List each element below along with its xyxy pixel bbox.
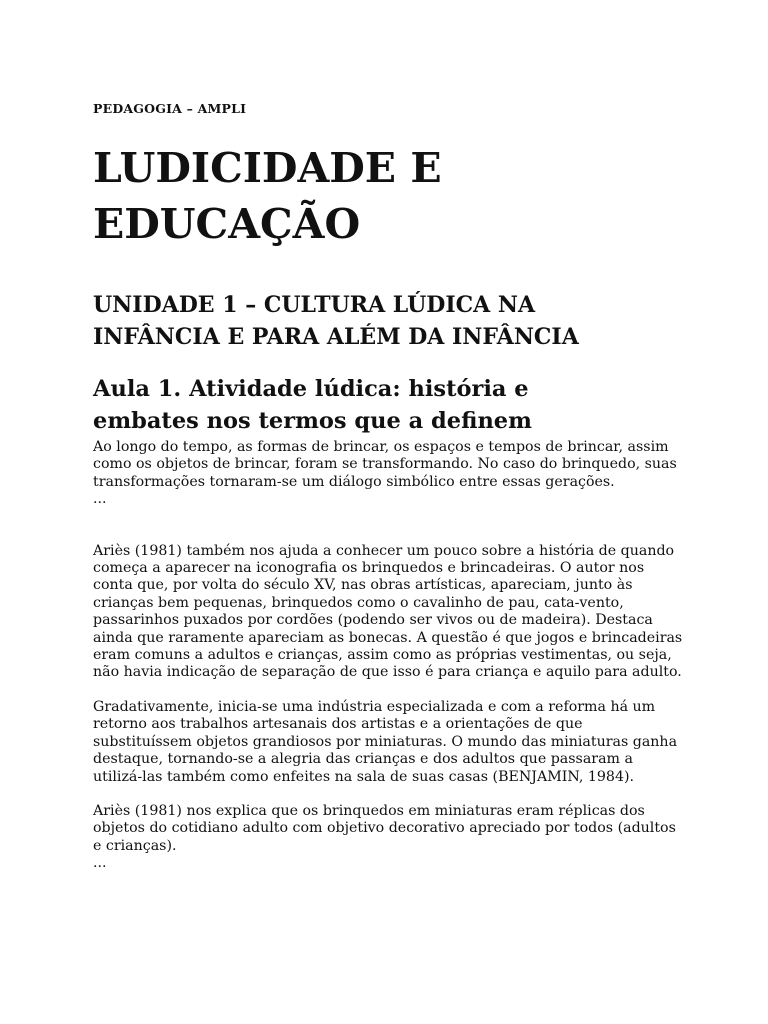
paragraph-aries-miniatures: Ariès (1981) nos explica que os brinquedos em miniaturas eram réplicas dos objetos do cotidiano adulto com objetivo decorativo apreciado por todos (adultos e crianças). — [93, 802, 676, 854]
paragraph-intro: Ao longo do tempo, as formas de brincar, os espaços e tempos de brincar, assim como os objetos de brincar, foram se transformando. No caso do brinquedo, suas transformações tornaram-se um diálogo simbólico entre essas gerações. — [93, 439, 677, 490]
document-page — [93, 100, 683, 873]
ellipsis: ... — [93, 491, 107, 508]
lesson-heading: Aula 1. Atividade lúdica: história e embates nos termos que a definem — [93, 376, 532, 434]
paragraph-miniatures-industry: Gradativamente, inicia-se uma indústria especializada e com a reforma há um retorno aos trabalhos artesanais dos artistas e a orientações de que substituíssem objetos grandiosos por miniaturas. O mundo das miniaturas ganha destaque, tornando-se a alegria das crianças e dos adultos que passaram a utilizá-las também como enfeites na sala de suas casas (BENJAMIN, 1984). — [93, 698, 678, 785]
spacer — [93, 509, 683, 526]
spacer — [93, 682, 683, 699]
page-title: LUDICIDADE E EDUCAÇÃO — [93, 144, 442, 248]
spacer — [93, 786, 683, 803]
ellipsis: ... — [93, 855, 107, 872]
paragraph-aries-history: Ariès (1981) também nos ajuda a conhecer um pouco sobre a história de quando começa a aparecer na iconografia os brinquedos e brincadeiras. O autor nos conta que, por volta do século XV, nas obras artísticas, apareciam, junto às crianças bem pequenas, brinquedos como o cavalinho de pau, cata-vento, passarinhos puxados por cordões (podendo ser vivos ou de madeira). Destaca ainda que raramente apareciam as bonecas. A questão é que jogos e brincadeiras eram comuns a adultos e crianças, assim como as próprias vestimentas, ou seja, não havia indicação de separação de que isso é para criança e aquilo para adulto. — [93, 542, 683, 681]
unit-heading: UNIDADE 1 – CULTURA LÚDICA NA INFÂNCIA E PARA ALÉM DA INFÂNCIA — [93, 292, 579, 350]
course-label: PEDAGOGIA – AMPLI — [93, 101, 247, 116]
spacer — [93, 526, 683, 543]
